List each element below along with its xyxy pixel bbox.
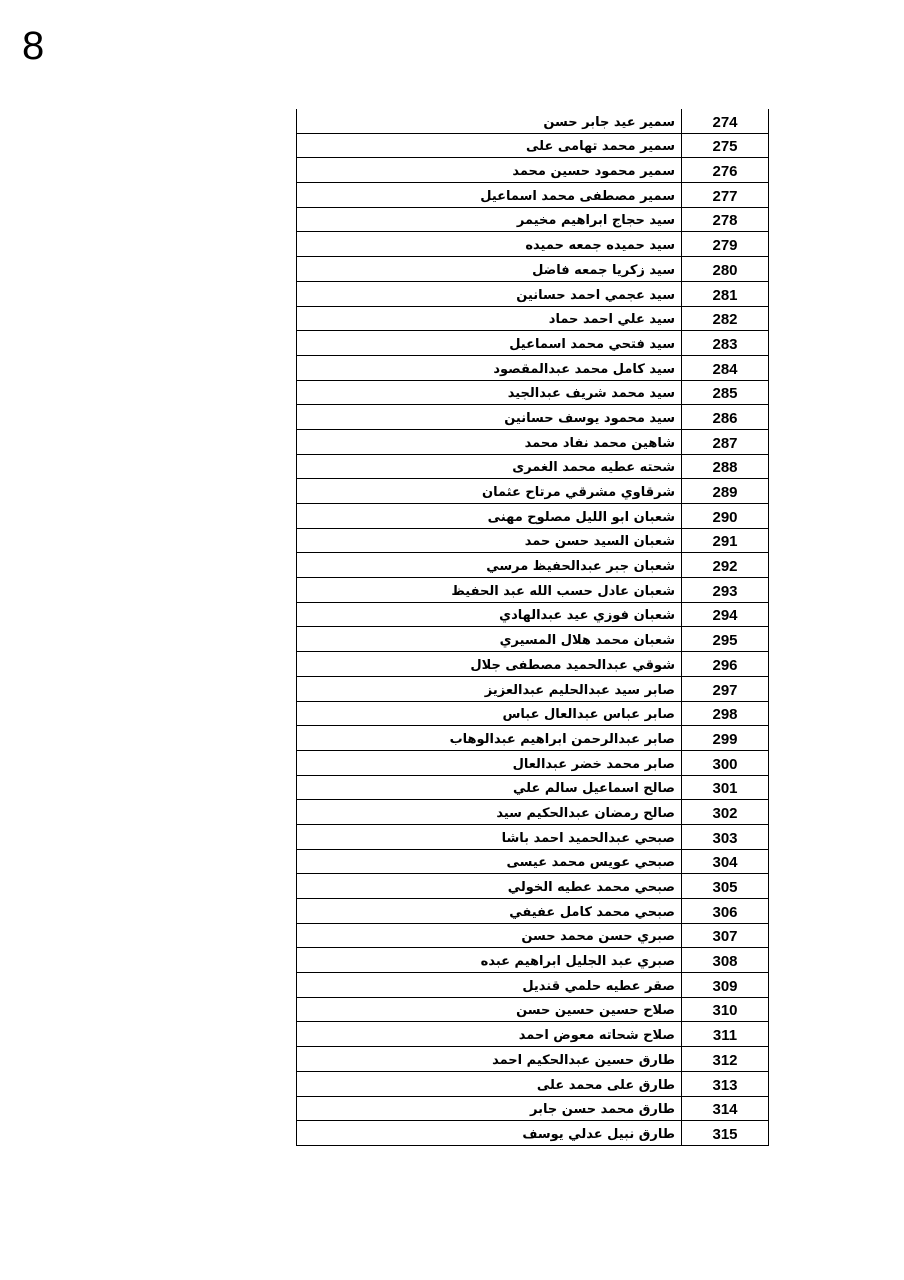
row-name: شحته عطيه محمد الغمرى bbox=[297, 454, 682, 479]
row-number: 310 bbox=[682, 997, 769, 1022]
row-name: شعبان فوزي عيد عبدالهادي bbox=[297, 602, 682, 627]
row-number: 280 bbox=[682, 257, 769, 282]
table-row bbox=[297, 923, 769, 948]
row-name: شاهين محمد نفاد محمد bbox=[297, 429, 682, 454]
table-row bbox=[297, 849, 769, 874]
table-row bbox=[297, 306, 769, 331]
row-name: سيد عجمي احمد حسانين bbox=[297, 281, 682, 306]
row-number: 279 bbox=[682, 232, 769, 257]
row-name: طارق محمد حسن جابر bbox=[297, 1096, 682, 1121]
row-number: 281 bbox=[682, 281, 769, 306]
table-row bbox=[297, 380, 769, 405]
row-number: 305 bbox=[682, 874, 769, 899]
row-number: 296 bbox=[682, 652, 769, 677]
table-row bbox=[297, 504, 769, 529]
row-number: 298 bbox=[682, 701, 769, 726]
table-row bbox=[297, 257, 769, 282]
row-name: سيد علي احمد حماد bbox=[297, 306, 682, 331]
table-row bbox=[297, 750, 769, 775]
row-name: صبري عبد الجليل ابراهيم عبده bbox=[297, 948, 682, 973]
table-row bbox=[297, 158, 769, 183]
row-number: 306 bbox=[682, 899, 769, 924]
table-row bbox=[297, 479, 769, 504]
row-number: 294 bbox=[682, 602, 769, 627]
table-row bbox=[297, 874, 769, 899]
row-name: شعبان جبر عبدالحفيظ مرسي bbox=[297, 553, 682, 578]
names-table-body bbox=[297, 109, 769, 1145]
names-table bbox=[296, 109, 769, 1146]
row-name: طارق على محمد على bbox=[297, 1071, 682, 1096]
row-number: 297 bbox=[682, 676, 769, 701]
table-row bbox=[297, 109, 769, 133]
row-number: 286 bbox=[682, 405, 769, 430]
table-row bbox=[297, 997, 769, 1022]
row-number: 308 bbox=[682, 948, 769, 973]
row-name: صبحي عويس محمد عيسى bbox=[297, 849, 682, 874]
table-row bbox=[297, 676, 769, 701]
table-row bbox=[297, 232, 769, 257]
row-number: 313 bbox=[682, 1071, 769, 1096]
row-number: 303 bbox=[682, 824, 769, 849]
row-number: 304 bbox=[682, 849, 769, 874]
row-number: 283 bbox=[682, 331, 769, 356]
row-number: 302 bbox=[682, 800, 769, 825]
table-row bbox=[297, 1096, 769, 1121]
table-row bbox=[297, 133, 769, 158]
row-number: 274 bbox=[682, 109, 769, 133]
row-name: صبري حسن محمد حسن bbox=[297, 923, 682, 948]
table-row bbox=[297, 775, 769, 800]
row-name: صابر عباس عبدالعال عباس bbox=[297, 701, 682, 726]
row-number: 285 bbox=[682, 380, 769, 405]
row-name: طارق حسين عبدالحكيم احمد bbox=[297, 1047, 682, 1072]
row-number: 275 bbox=[682, 133, 769, 158]
row-name: صقر عطيه حلمي قنديل bbox=[297, 973, 682, 998]
table-row bbox=[297, 183, 769, 208]
row-number: 307 bbox=[682, 923, 769, 948]
row-name: صابر محمد خضر عبدالعال bbox=[297, 750, 682, 775]
table-row bbox=[297, 726, 769, 751]
table-row bbox=[297, 800, 769, 825]
table-row bbox=[297, 1047, 769, 1072]
row-name: سمير محمد تهامى على bbox=[297, 133, 682, 158]
row-name: صالح رمضان عبدالحكيم سيد bbox=[297, 800, 682, 825]
row-number: 288 bbox=[682, 454, 769, 479]
row-name: سيد فتحي محمد اسماعيل bbox=[297, 331, 682, 356]
row-name: سيد محمد شريف عبدالجيد bbox=[297, 380, 682, 405]
row-name: شوقي عبدالحميد مصطفى جلال bbox=[297, 652, 682, 677]
row-number: 309 bbox=[682, 973, 769, 998]
row-number: 277 bbox=[682, 183, 769, 208]
row-name: سيد زكريا جمعه فاضل bbox=[297, 257, 682, 282]
table-row bbox=[297, 528, 769, 553]
table-row bbox=[297, 973, 769, 998]
row-name: صابر سيد عبدالحليم عبدالعزيز bbox=[297, 676, 682, 701]
page-number: 8 bbox=[22, 24, 45, 68]
table-row bbox=[297, 355, 769, 380]
row-name: طارق نبيل عدلي يوسف bbox=[297, 1121, 682, 1146]
table-row bbox=[297, 553, 769, 578]
table-row bbox=[297, 429, 769, 454]
row-number: 284 bbox=[682, 355, 769, 380]
table-row bbox=[297, 1022, 769, 1047]
table-row bbox=[297, 281, 769, 306]
table-row bbox=[297, 578, 769, 603]
table-row bbox=[297, 1121, 769, 1146]
row-number: 291 bbox=[682, 528, 769, 553]
row-name: سيد حجاج ابراهيم مخيمر bbox=[297, 207, 682, 232]
row-name: شعبان السيد حسن حمد bbox=[297, 528, 682, 553]
row-name: صبحي محمد كامل عفيفي bbox=[297, 899, 682, 924]
row-number: 278 bbox=[682, 207, 769, 232]
row-name: سمير عيد جابر حسن bbox=[297, 109, 682, 133]
row-number: 293 bbox=[682, 578, 769, 603]
row-name: سمير مصطفى محمد اسماعيل bbox=[297, 183, 682, 208]
row-name: صبحي عبدالحميد احمد باشا bbox=[297, 824, 682, 849]
row-name: شرقاوي مشرقي مرتاح عثمان bbox=[297, 479, 682, 504]
row-number: 311 bbox=[682, 1022, 769, 1047]
table-row bbox=[297, 454, 769, 479]
row-name: شعبان ابو الليل مصلوح مهنى bbox=[297, 504, 682, 529]
row-number: 282 bbox=[682, 306, 769, 331]
row-number: 299 bbox=[682, 726, 769, 751]
row-number: 312 bbox=[682, 1047, 769, 1072]
table-row bbox=[297, 627, 769, 652]
row-number: 314 bbox=[682, 1096, 769, 1121]
row-name: صالح اسماعيل سالم علي bbox=[297, 775, 682, 800]
row-number: 287 bbox=[682, 429, 769, 454]
table-row bbox=[297, 824, 769, 849]
row-name: سيد كامل محمد عبدالمقصود bbox=[297, 355, 682, 380]
row-name: صابر عبدالرحمن ابراهيم عبدالوهاب bbox=[297, 726, 682, 751]
row-name: شعبان عادل حسب الله عبد الحفيظ bbox=[297, 578, 682, 603]
row-number: 290 bbox=[682, 504, 769, 529]
row-name: سمير محمود حسين محمد bbox=[297, 158, 682, 183]
table-row bbox=[297, 405, 769, 430]
row-name: صبحي محمد عطيه الخولي bbox=[297, 874, 682, 899]
row-number: 295 bbox=[682, 627, 769, 652]
row-number: 289 bbox=[682, 479, 769, 504]
table-row bbox=[297, 948, 769, 973]
table-row bbox=[297, 1071, 769, 1096]
table-row bbox=[297, 331, 769, 356]
row-name: سيد محمود يوسف حسانين bbox=[297, 405, 682, 430]
table-row bbox=[297, 652, 769, 677]
row-number: 292 bbox=[682, 553, 769, 578]
table-row bbox=[297, 701, 769, 726]
row-number: 276 bbox=[682, 158, 769, 183]
row-name: سيد حميده جمعه حميده bbox=[297, 232, 682, 257]
row-name: شعبان محمد هلال المسيري bbox=[297, 627, 682, 652]
row-number: 315 bbox=[682, 1121, 769, 1146]
table-row bbox=[297, 899, 769, 924]
row-number: 301 bbox=[682, 775, 769, 800]
row-name: صلاح شحاته معوض احمد bbox=[297, 1022, 682, 1047]
table-row bbox=[297, 207, 769, 232]
row-number: 300 bbox=[682, 750, 769, 775]
row-name: صلاح حسين حسين حسن bbox=[297, 997, 682, 1022]
table-row bbox=[297, 602, 769, 627]
